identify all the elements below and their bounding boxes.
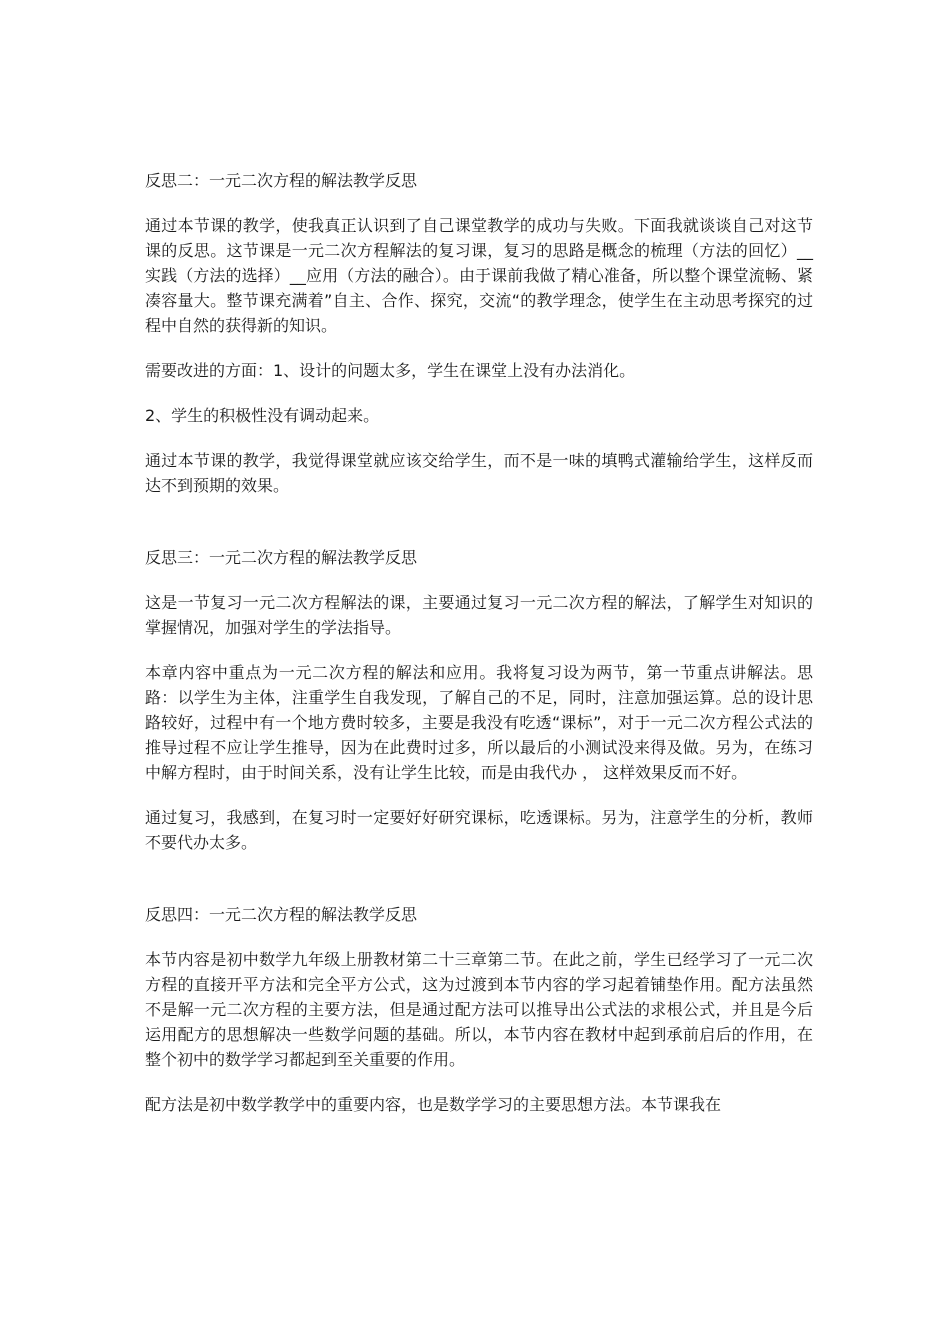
paragraph: 通过本节课的教学，我觉得课堂就应该交给学生，而不是一味的填鸭式灌输给学生，这样反而达不到预期的效果。 — [145, 451, 813, 495]
paragraph: 这是一节复习一元二次方程解法的课，主要通过复习一元二次方程的解法，了解学生对知识的掌握情况，加强对学生的学法指导。 — [145, 593, 813, 637]
section-heading-4: 反思四：一元二次方程的解法教学反思 — [145, 905, 418, 924]
document-body — [145, 168, 813, 1137]
section-heading-2: 反思二：一元二次方程的解法教学反思 — [145, 171, 418, 190]
paragraph: 通过复习，我感到，在复习时一定要好好研究课标，吃透课标。另为，注意学生的分析，教师不要代办太多。 — [145, 808, 813, 852]
paragraph: 本节内容是初中数学九年级上册教材第二十三章第二节。在此之前，学生已经学习了一元二次方程的直接开平方法和完全平方公式，这为过渡到本节内容的学习起着铺垫作用。配方法虽然不是解一元二次方程的主要方法，但是通过配方法可以推导出公式法的求根公式，并且是今后运用配方的思想解决一些数学问题的基础。所以，本节内容在教材中起到承前启后的作用，在整个初中的数学学习都起到至关重要的作用。 — [145, 950, 813, 1069]
paragraph: 需要改进的方面：1、设计的问题太多，学生在课堂上没有办法消化。 — [145, 361, 636, 380]
paragraph: 配方法是初中数学教学中的重要内容，也是数学学习的主要思想方法。本节课我在 — [145, 1095, 722, 1114]
paragraph: 本章内容中重点为一元二次方程的解法和应用。我将复习设为两节，第一节重点讲解法。思路：以学生为主体，注重学生自我发现，了解自己的不足，同时，注意加强运算。总的设计思路较好，过程中有一个地方费时较多，主要是我没有吃透“课标”，对于一元二次方程公式法的推导过程不应让学生推导，因为在此费时过多，所以最后的小测试没来得及做。另为，在练习中解方程时，由于时间关系，没有让学生比较，而是由我代办 ， 这样效果反而不好。 — [145, 663, 813, 782]
paragraph: 通过本节课的教学，使我真正认识到了自己课堂教学的成功与失败。下面我就谈谈自己对这节课的反思。这节课是一元二次方程解法的复习课，复习的思路是概念的梳理（方法的回忆）__实践（方法的选择）__应用（方法的融合）。由于课前我做了精心准备，所以整个课堂流畅、紧凑容量大。整节课充满着”自主、合作、探究，交流“的教学理念，使学生在主动思考探究的过程中自然的获得新的知识。 — [145, 216, 813, 335]
section-heading-3: 反思三：一元二次方程的解法教学反思 — [145, 548, 418, 567]
paragraph: 2、学生的积极性没有调动起来。 — [145, 406, 380, 425]
